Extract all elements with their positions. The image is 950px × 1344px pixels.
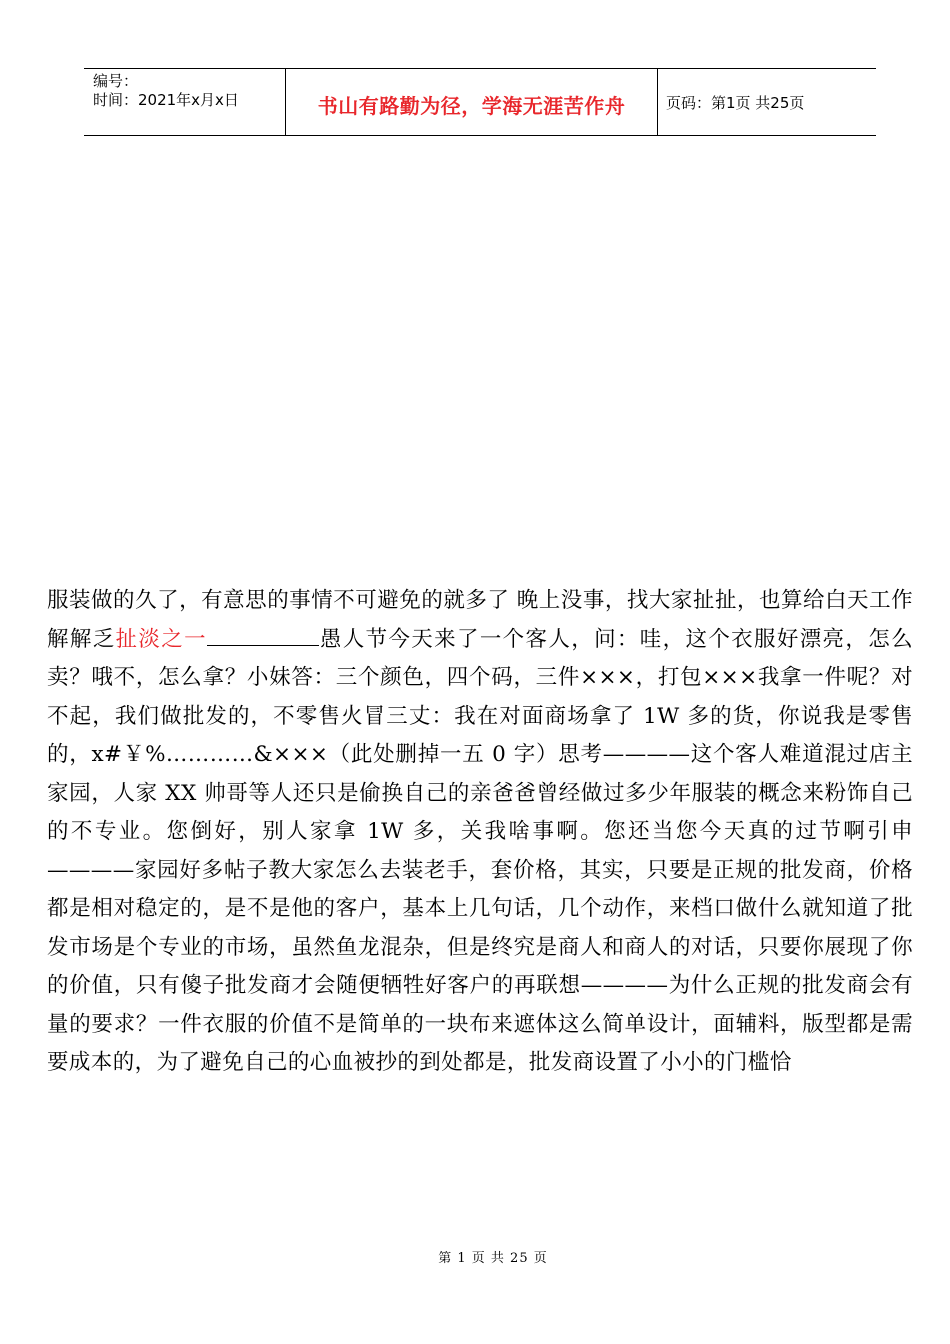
motto-text: 书山有路勤为径，学海无涯苦作舟 [317, 93, 626, 118]
header-motto-cell [286, 69, 658, 135]
body-text-part1: 服装做的久了，有意思的事情不可避免的就多了 晚上没事，找大家扯扯，也算给白天工作解解乏 [47, 588, 913, 652]
body-text-part2: 愚人节今天来了一个客人，问：哇，这个衣服好漂亮，怎么卖？哦不，怎么拿？小妹答：三个颜色，四个码，三件×××，打包×××我拿一件呢？对不起，我们做批发的，不零售火冒三丈：我在对面商场拿了 1W 多的货，你说我是零售的，x#￥%…………&×××（此处删掉一五 0 字）思考————这个客人难道混过店主家园，人家 XX 帅哥等人还只是偷换自己的亲爸爸曾经做过多少年服装的概念来粉饰自己的不专业。您倒好，别人家拿 1W 多，关我啥事啊。您还当您今天真的过节啊引申————家园好多帖子教大家怎么去装老手，套价格，其实，只要是正规的批发商，价格都是相对稳定的，是不是他的客户，基本上几句话，几个动作，来档口做什么就知道了批发市场是个专业的市场，虽然鱼龙混杂，但是终究是商人和商人的对话，只要你展现了你的价值，只有傻子批发商才会随便牺牲好客户的再联想————为什么正规的批发商会有量的要求？一件衣服的价值不是简单的一块布来遮体这么简单设计，面辅料，版型都是需要成本的，为了避免自己的心血被抄的到处都是，批发商设置了小小的门槛恰 [47, 626, 914, 1075]
header-page-cell [658, 69, 876, 135]
number-label: 编号： [93, 72, 139, 90]
document-header [84, 68, 876, 136]
page-label: 页码：第1页 共25页 [666, 93, 805, 112]
underline-blank [207, 627, 319, 646]
highlight-title: 扯淡之一 [115, 626, 207, 652]
time-label: 时间：2021年x月x日 [93, 91, 239, 109]
header-meta-cell [84, 69, 286, 135]
body-paragraph [47, 582, 913, 1083]
page-footer: 第 1 页 共 25 页 [438, 1251, 548, 1266]
